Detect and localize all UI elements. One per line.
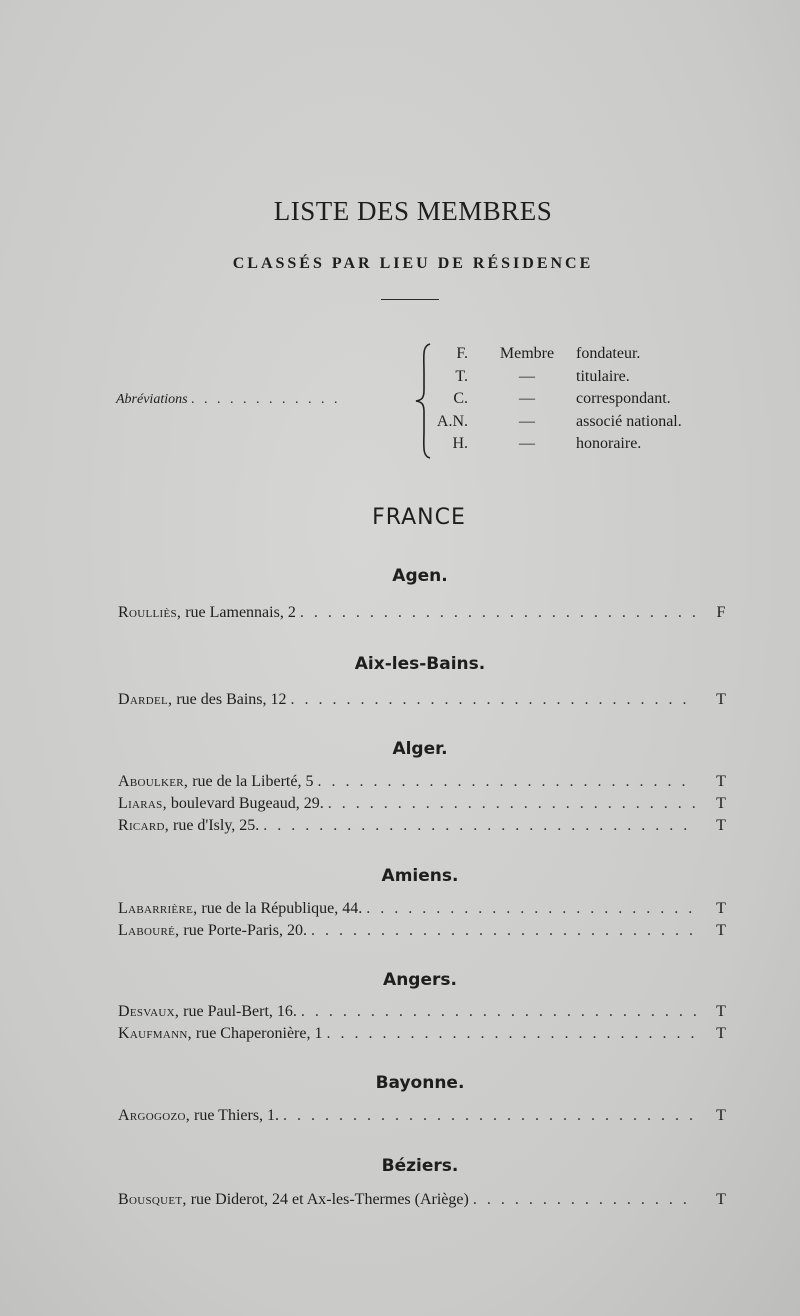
member-entry [118,795,728,817]
member-entry [118,691,728,713]
member-name: Roulliès, [118,604,182,621]
member-entry [118,1003,728,1025]
city-heading: Alger. [392,739,448,759]
member-name: Labouré, [118,922,180,939]
abbreviation-description: fondateur. [576,345,641,362]
member-entry [118,604,728,626]
member-entry [118,900,728,922]
abbreviation-prefix: — [519,367,535,385]
dot-leader [300,604,696,622]
member-address: rue de la République, 44. [201,900,363,917]
city-heading: Bayonne. [375,1073,465,1093]
member-code: T [716,1025,726,1042]
city-heading: Angers. [383,970,457,990]
abbreviation-prefix: — [519,390,535,407]
member-entry [118,817,728,839]
abbreviation-row [436,411,740,434]
abbreviation-prefix: — [519,412,535,430]
abbreviation-code: F. [456,345,468,362]
abbreviation-code: H. [452,435,468,452]
member-entry [118,922,728,944]
member-code: F [716,604,726,621]
abbreviation-row [440,366,740,389]
dot-leader [473,1191,696,1209]
abbreviation-prefix: — [519,435,535,452]
abbreviation-code: C. [453,390,468,407]
member-name: Argogozo, [118,1107,191,1124]
member-address: rue Lamennais, 2 [185,604,296,621]
dot-leader [311,922,696,940]
abbreviation-description: correspondant. [576,390,671,407]
dot-leader [263,817,696,835]
member-address: rue Diderot, 24 et Ax-les-Thermes (Ariège) [190,1191,469,1208]
abbreviation-prefix: Membre [499,345,555,362]
member-name: Kaufmann, [118,1025,192,1042]
page-subtitle: CLASSÉS PAR LIEU DE RÉSIDENCE [232,255,594,272]
abbreviations-label-text: Abréviations [116,392,188,407]
member-code: T [716,773,726,790]
member-code: T [716,1191,726,1208]
member-address: rue Paul-Bert, 16. [183,1003,297,1020]
city-heading: Béziers. [381,1156,459,1176]
member-address: rue Thiers, 1. [194,1107,280,1124]
city-heading: Aix-les-Bains. [354,654,486,674]
member-address: boulevard Bugeaud, 29. [170,795,324,812]
country-heading: FRANCE [372,505,466,530]
page-title: LISTE DES MEMBRES [273,196,553,226]
member-address: rue d'Isly, 25. [173,817,260,834]
member-name: Dardel, [118,691,173,708]
abbreviation-description: titulaire. [576,367,630,385]
dot-leader [301,1003,696,1021]
dot-leader [366,900,696,918]
member-code: T [716,922,726,939]
member-entry [118,773,728,795]
member-code: T [716,795,726,812]
member-code: T [716,1003,726,1020]
member-name: Bousquet, [118,1191,187,1208]
member-entry [118,1191,728,1213]
abbreviation-code: A.N. [436,412,468,430]
city-heading: Agen. [392,566,448,586]
member-code: T [716,691,726,708]
member-code: T [716,1107,726,1124]
dot-leader [326,1025,696,1043]
member-entry [118,1107,728,1129]
abbreviation-row [440,343,740,366]
member-name: Aboulker, [118,773,189,790]
member-address: rue Chaperonière, 1 [195,1025,323,1042]
dot-leader [283,1107,696,1125]
member-name: Liaras, [118,795,167,812]
curly-brace [400,342,440,460]
abbreviation-code: T. [455,367,468,385]
member-code: T [716,900,726,917]
abbreviations-label [116,392,341,408]
abbreviations-leader: . . . . . . . . . . . . [191,392,341,407]
dot-leader [328,795,696,813]
member-address: rue Porte-Paris, 20. [183,922,307,939]
abbreviation-row [440,433,740,456]
dot-leader [317,773,696,791]
abbreviation-row [440,388,740,411]
city-heading: Amiens. [381,866,459,886]
member-name: Desvaux, [118,1003,180,1020]
member-name: Labarrière, [118,900,198,917]
member-entry [118,1025,728,1047]
member-address: rue de la Liberté, 5 [192,773,314,790]
member-name: Ricard, [118,817,169,834]
dot-leader [291,691,696,709]
title-rule [381,299,439,300]
abbreviation-description: honoraire. [576,435,642,452]
abbreviations-table [436,343,740,456]
abbreviation-description: associé national. [576,412,682,430]
member-address: rue des Bains, 12 [176,691,287,708]
member-code: T [716,817,726,834]
